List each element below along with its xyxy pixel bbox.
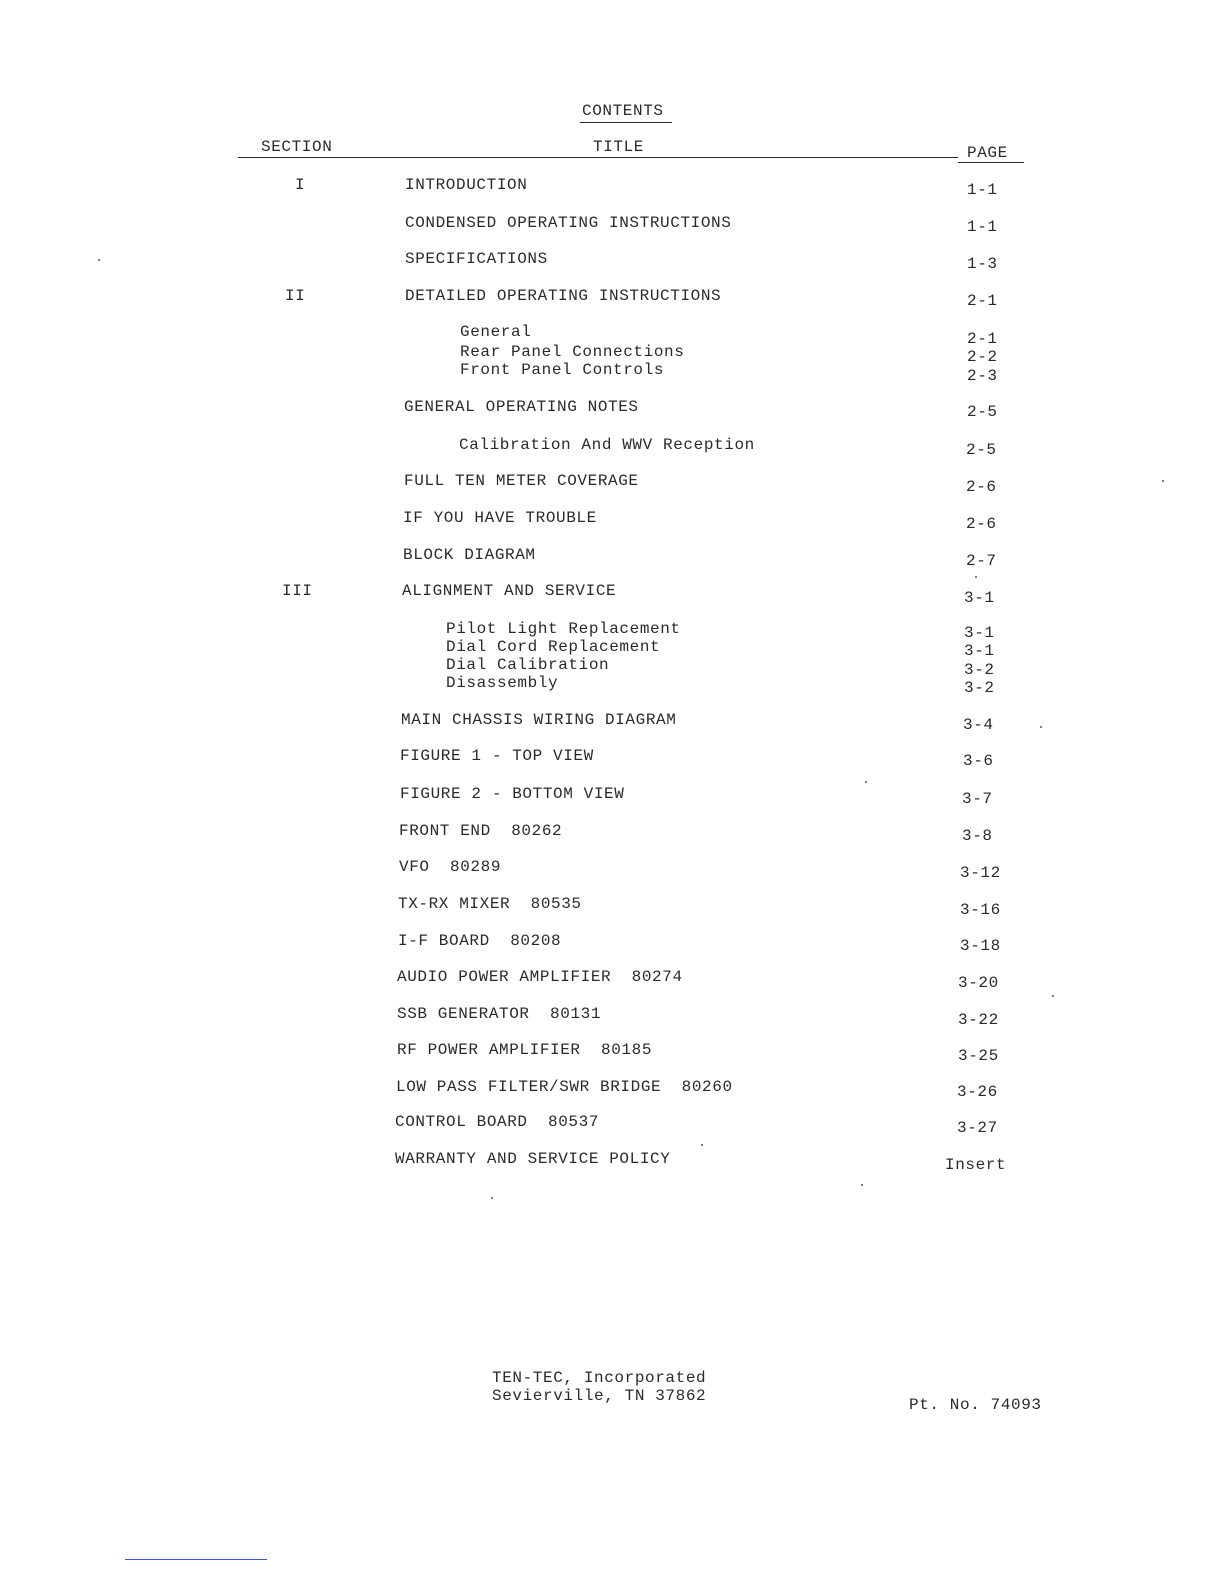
- toc-entry-page: 3-25: [958, 1047, 999, 1065]
- toc-entry-title: RF POWER AMPLIFIER 80185: [397, 1041, 653, 1059]
- toc-entry-title: GENERAL OPERATING NOTES: [404, 398, 639, 416]
- toc-entry-page: 2-6: [966, 478, 997, 496]
- toc-entry-title: INTRODUCTION: [405, 176, 528, 194]
- toc-entry-title: FRONT END 80262: [399, 822, 563, 840]
- toc-entry-page: 3-1: [964, 642, 995, 660]
- toc-entry-title: ALIGNMENT AND SERVICE: [402, 582, 617, 600]
- toc-entry-title: MAIN CHASSIS WIRING DIAGRAM: [401, 711, 677, 729]
- toc-entry-title: IF YOU HAVE TROUBLE: [403, 509, 597, 527]
- column-header-section: SECTION: [261, 138, 333, 156]
- toc-entry-title: WARRANTY AND SERVICE POLICY: [395, 1150, 671, 1168]
- toc-entry-title: DETAILED OPERATING INSTRUCTIONS: [405, 287, 722, 305]
- scan-speck: [1040, 726, 1042, 728]
- scan-speck: [98, 259, 100, 261]
- toc-entry-page: 3-2: [964, 679, 995, 697]
- toc-entry-page: 2-7: [966, 552, 997, 570]
- toc-entry-title: Dial Calibration: [446, 656, 610, 674]
- page-title: CONTENTS: [582, 102, 664, 120]
- toc-entry-title: FIGURE 1 - TOP VIEW: [400, 747, 594, 765]
- toc-section-number: III: [282, 582, 313, 600]
- toc-entry-title: BLOCK DIAGRAM: [403, 546, 536, 564]
- header-rule-page: [958, 162, 1024, 163]
- toc-entry-page: 3-18: [960, 937, 1001, 955]
- toc-entry-title: FIGURE 2 - BOTTOM VIEW: [400, 785, 625, 803]
- toc-entry-page: 2-1: [967, 292, 998, 310]
- toc-entry-page: 2-2: [967, 348, 998, 366]
- toc-entry-page: 1-3: [967, 255, 998, 273]
- scan-speck: [865, 781, 867, 783]
- title-underline: [580, 122, 672, 123]
- toc-entry-page: 3-6: [963, 752, 994, 770]
- toc-entry-page: 2-5: [966, 441, 997, 459]
- toc-entry-title: General: [460, 323, 532, 341]
- toc-entry-title: SSB GENERATOR 80131: [397, 1005, 602, 1023]
- toc-entry-title: VFO 80289: [399, 858, 502, 876]
- toc-entry-page: 3-1: [964, 589, 995, 607]
- toc-entry-title: FULL TEN METER COVERAGE: [404, 472, 639, 490]
- toc-entry-page: 3-16: [960, 901, 1001, 919]
- toc-entry-page: 1-1: [967, 218, 998, 236]
- toc-entry-page: 3-2: [964, 661, 995, 679]
- scan-edge-mark: [125, 1559, 267, 1560]
- toc-section-number: II: [285, 287, 306, 305]
- toc-entry-title: SPECIFICATIONS: [405, 250, 548, 268]
- toc-entry-page: 3-26: [957, 1083, 998, 1101]
- toc-entry-page: 3-20: [958, 974, 999, 992]
- toc-section-number: I: [295, 176, 306, 194]
- toc-entry-title: AUDIO POWER AMPLIFIER 80274: [397, 968, 683, 986]
- scan-speck: [1052, 995, 1054, 997]
- column-header-page: PAGE: [967, 144, 1008, 162]
- scan-speck: [491, 1197, 493, 1199]
- company-address: Sevierville, TN 37862: [492, 1387, 707, 1405]
- toc-entry-page: 3-1: [964, 624, 995, 642]
- toc-entry-page: 3-8: [962, 827, 993, 845]
- toc-entry-title: TX-RX MIXER 80535: [398, 895, 582, 913]
- column-header-title: TITLE: [593, 138, 645, 156]
- toc-entry-title: CONDENSED OPERATING INSTRUCTIONS: [405, 214, 732, 232]
- toc-entry-title: Disassembly: [446, 674, 559, 692]
- toc-entry-page: 3-27: [957, 1119, 998, 1137]
- toc-entry-title: LOW PASS FILTER/SWR BRIDGE 80260: [396, 1078, 733, 1096]
- toc-entry-page: 2-5: [967, 403, 998, 421]
- toc-entry-page: 3-22: [958, 1011, 999, 1029]
- toc-entry-title: CONTROL BOARD 80537: [395, 1113, 600, 1131]
- toc-entry-page: 3-12: [960, 864, 1001, 882]
- toc-entry-page: 3-4: [963, 716, 994, 734]
- company-name: TEN-TEC, Incorporated: [492, 1369, 707, 1387]
- toc-entry-title: I-F BOARD 80208: [398, 932, 562, 950]
- toc-entry-title: Dial Cord Replacement: [446, 638, 661, 656]
- scan-speck: [975, 576, 977, 578]
- toc-entry-page: 2-3: [967, 367, 998, 385]
- toc-entry-page: 2-1: [967, 330, 998, 348]
- toc-entry-title: Rear Panel Connections: [460, 343, 685, 361]
- toc-entry-page: 2-6: [966, 515, 997, 533]
- toc-entry-title: Pilot Light Replacement: [446, 620, 681, 638]
- toc-entry-page: 3-7: [962, 790, 993, 808]
- toc-entry-page: 1-1: [967, 181, 998, 199]
- toc-entry-title: Calibration And WWV Reception: [459, 436, 755, 454]
- scan-speck: [701, 1144, 703, 1146]
- part-number: Pt. No. 74093: [909, 1396, 1042, 1414]
- toc-entry-page: Insert: [945, 1156, 1007, 1174]
- scan-speck: [1162, 480, 1164, 482]
- toc-entry-title: Front Panel Controls: [460, 361, 665, 379]
- header-rule: [238, 157, 958, 158]
- scan-speck: [861, 1184, 863, 1186]
